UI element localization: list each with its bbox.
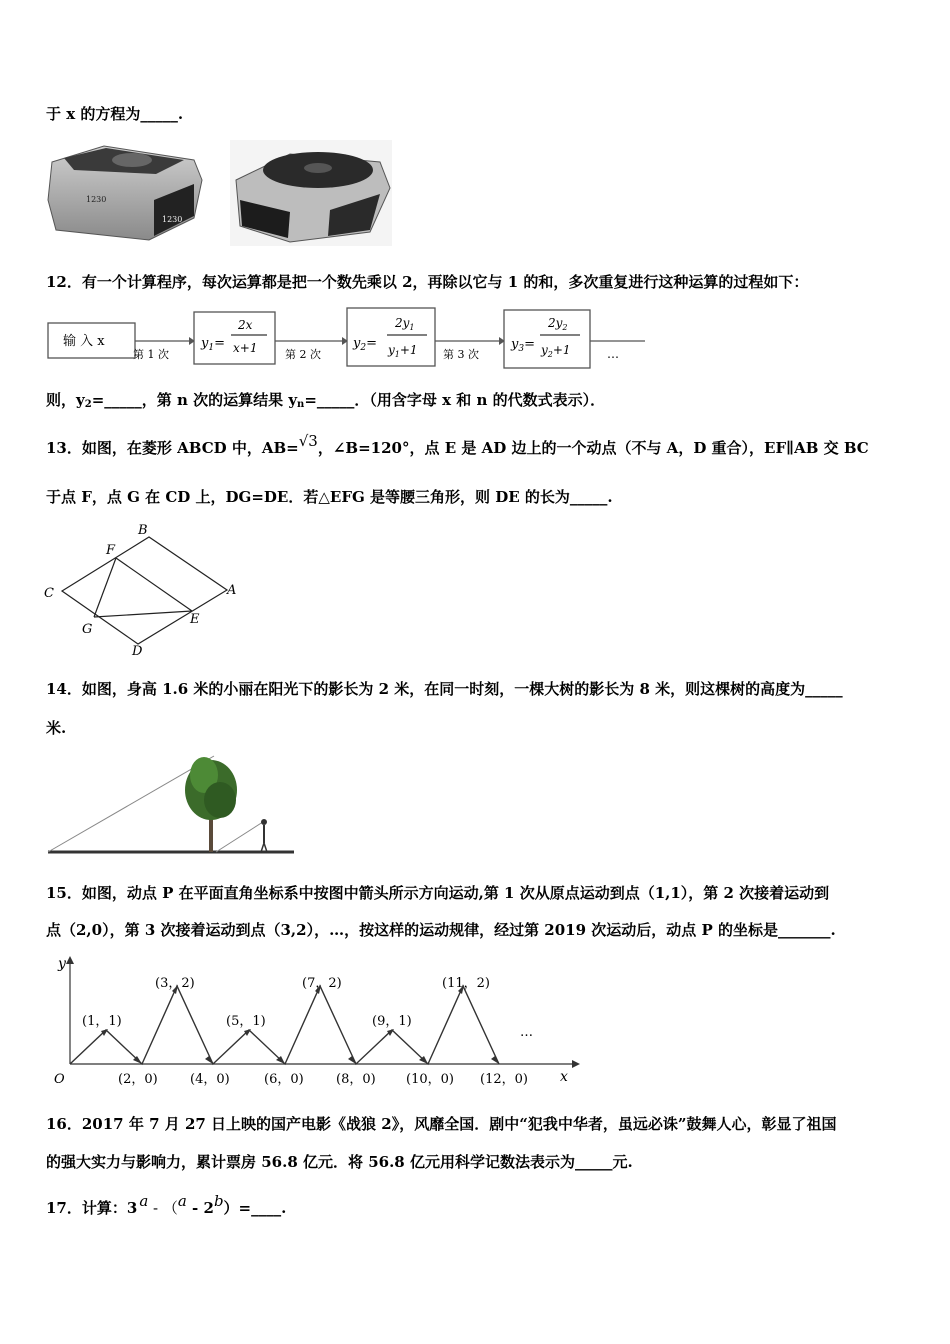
svg-text:(1，1): (1，1) [82,1014,122,1029]
svg-text:B: B [138,523,148,538]
axis-y-label: y [58,956,66,972]
axis-x-label: x [560,1069,568,1085]
robot-label-b: 1230 [162,215,183,224]
svg-text:y1+1: $y_1+1$ [388,343,418,359]
svg-text:y1=: $y_1=$ [201,336,225,353]
q16-line2: 的强大实力与影响力，累计票房 56.8 亿元．将 56.8 亿元用科学记数法表示为_____元. [46,1153,633,1171]
sqrt3: √3 [298,432,318,450]
q15-ellipsis: … [520,1025,533,1040]
origin-label: O [54,1072,65,1087]
q17-line: 17．计算：3 a - （a - 2b）=____. [46,1192,287,1217]
robot-label-a: 1230 [86,195,107,204]
q15-line1: 15．如图，动点 P 在平面直角坐标系中按图中箭头所示方向运动,第 1 次从原点运动到点（1,1），第 2 次接着运动到 [46,884,830,902]
svg-text:A: A [227,583,237,598]
svg-text:2x: 2x [238,318,253,332]
svg-text:G: G [82,622,93,637]
q13-line1: 13．如图，在菱形 ABCD 中，AB=√3，∠B=120°，点 E 是 AD 边上的一个动点（不与 A，D 重合），EF∥AB 交 BC [46,432,869,457]
svg-text:(4，0): (4，0) [190,1072,230,1087]
flow-step3: 第 3 次 [443,348,479,361]
q14-line1: 14．如图，身高 1.6 米的小丽在阳光下的影长为 2 米，在同一时刻，一棵大树的影长为 8 米，则这棵树的高度为_____ [46,680,843,698]
q11-tail: 于 x 的方程为_____. [46,105,184,123]
svg-text:y2=: $y_2=$ [353,336,377,353]
zigzag-path [70,986,499,1064]
svg-text:(6，0): (6，0) [264,1072,304,1087]
svg-text:(3，2): (3，2) [155,976,195,991]
svg-text:y2+1: $y_2+1$ [541,343,571,359]
svg-text:2y2: $2y_2$ [548,316,568,332]
q13-rhombus-figure [40,520,240,658]
robot-image-right [230,140,392,246]
flow-step2: 第 2 次 [285,348,321,361]
svg-text:(2，0): (2，0) [118,1072,158,1087]
flow-step1: 第 1 次 [133,348,169,361]
flow-input-label: 输 入 x [63,334,105,349]
q14-line2: 米. [46,719,67,737]
svg-text:(10，0): (10，0) [406,1072,454,1087]
flow-ellipsis: … [607,347,619,361]
svg-text:D: D [132,644,143,658]
svg-text:C: C [44,586,54,601]
svg-text:(8，0): (8，0) [336,1072,376,1087]
svg-text:2y1: $2y_1$ [395,316,415,332]
svg-text:E: E [190,612,200,627]
q15-coordinate-figure [44,952,584,1092]
q13-line2: 于点 F，点 G 在 CD 上，DG=DE．若△EFG 是等腰三角形，则 DE 的长为_____. [46,488,613,506]
svg-text:(5，1): (5，1) [226,1014,266,1029]
q12-text: 12．有一个计算程序，每次运算都是把一个数先乘以 2，再除以它与 1 的和，多次重复进行这种运算的过程如下： [46,273,809,291]
svg-text:F: F [106,543,116,558]
svg-text:(7，2): (7，2) [302,976,342,991]
svg-text:x+1: x+1 [233,341,258,355]
robot-image-left [44,140,204,245]
svg-text:(11，2): (11，2) [442,976,490,991]
svg-text:y3=: $y_3=$ [511,337,535,354]
q15-line2: 点（2,0），第 3 次接着运动到点（3,2），…，按这样的运动规律，经过第 2019 次运动后，动点 P 的坐标是_______. [46,921,836,939]
q14-tree-figure [46,750,298,862]
svg-text:(9，1): (9，1) [372,1014,412,1029]
svg-text:(12，0): (12，0) [480,1072,528,1087]
q16-line1: 16．2017 年 7 月 27 日上映的国产电影《战狼 2》，风靡全国．剧中“犯我中华者，虽远必诛”鼓舞人心，彰显了祖国 [46,1115,837,1133]
q12-flowchart [45,304,650,376]
q12-answer-line: 则，$y_2=\_\_\_\_\_$，第 n 次的运算结果 $y_n=\_\_\_\_\_$．（用含字母 x 和 n 的代数式表示）． [46,391,606,410]
